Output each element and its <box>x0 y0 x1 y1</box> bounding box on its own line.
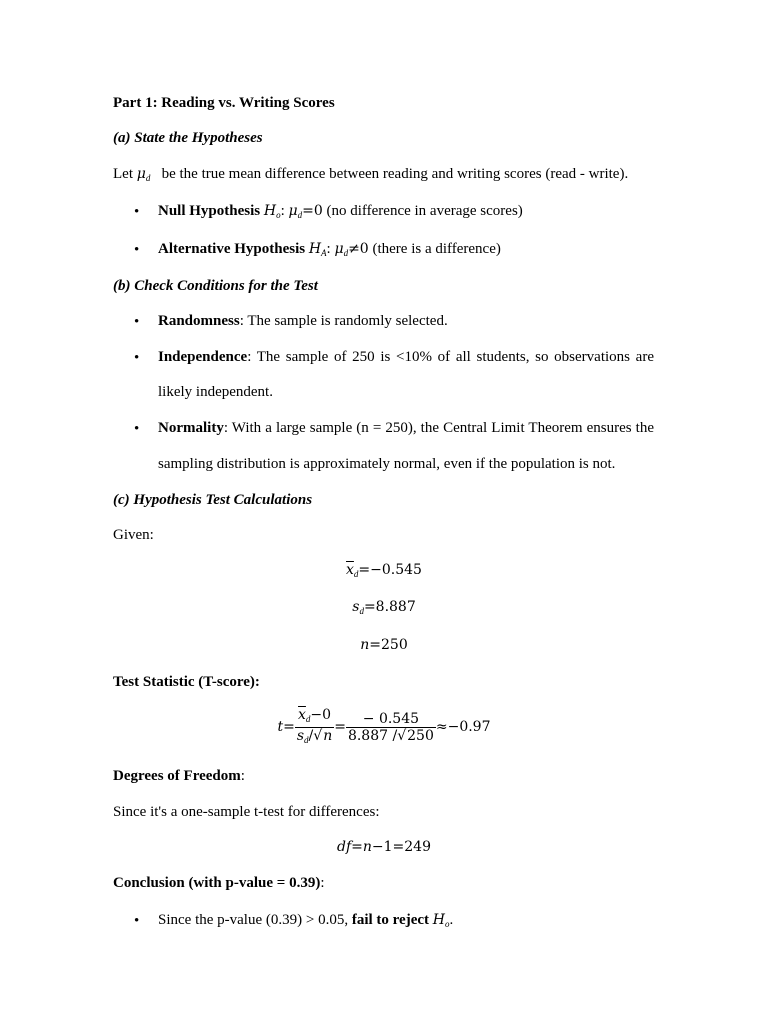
num1-sub: d <box>305 714 311 725</box>
den2-b: 250 <box>407 728 434 745</box>
intro-line <box>113 165 628 187</box>
null-label: Null Hypothesis <box>158 203 261 219</box>
n-val: =250 <box>369 637 408 653</box>
den1-sub: d <box>304 735 309 746</box>
dof-lhs: df <box>336 839 352 855</box>
dof-text: Since it's a one-sample t-test for differences: <box>113 804 380 820</box>
conclusion-label: Conclusion (with p-value = 0.39) <box>113 875 321 891</box>
section-a-heading: (a) State the Hypotheses <box>113 130 263 146</box>
den1-slash: / <box>308 728 314 745</box>
dof-rest: −1=249 <box>371 839 431 855</box>
normality-label: Normality <box>158 420 224 436</box>
alt-note: (there is a difference) <box>372 241 501 257</box>
given-label: Given: <box>113 527 154 543</box>
fraction-2-denominator <box>346 728 436 744</box>
fraction-1-denominator <box>295 728 334 748</box>
formula-eq2: = <box>334 719 346 735</box>
num1-sym: $\overline{x}$ <box>298 707 306 724</box>
given-sd <box>0 598 768 620</box>
independence-line1 <box>158 348 654 366</box>
conclusion-prefix: Since the p-value (0.39) > 0.05, <box>158 912 349 928</box>
null-colon: : <box>280 203 285 219</box>
intro-prefix: Let <box>113 166 133 182</box>
alt-rel: ≠0 <box>348 241 369 257</box>
dof-eq: = <box>351 839 363 855</box>
den1-n: n <box>323 728 333 745</box>
formula-approx: ≈−0.97 <box>435 719 491 735</box>
fraction-2-numerator: − 0.545 <box>346 711 436 728</box>
xbar-sym: $\overline{x}$ <box>346 562 354 578</box>
xbar-val: =−0.545 <box>358 562 422 578</box>
null-sym-sub: o <box>276 210 281 220</box>
test-stat-label: Test Statistic (T-score): <box>113 674 260 690</box>
conclusion-sub: o <box>444 919 450 929</box>
normality-text1: : With a large sample (n = 250), the Central Limit Theorem ensures the <box>223 420 654 436</box>
normality-line1 <box>158 419 654 437</box>
alt-sym: H <box>308 241 322 257</box>
fraction-1 <box>295 707 334 748</box>
xbar-sub: d <box>353 569 359 579</box>
null-hypothesis <box>158 202 654 224</box>
null-mu-sub: d <box>297 210 303 220</box>
dof-formula <box>0 838 768 856</box>
sd-sym: s <box>352 599 360 615</box>
null-rel: =0 <box>302 203 323 219</box>
conclusion-end: . <box>449 912 454 928</box>
independence-line2: likely independent. <box>158 384 273 400</box>
alt-mu: μ <box>334 241 344 257</box>
den1-sym: s <box>296 728 305 745</box>
conclusion-sym: H <box>432 912 445 928</box>
fraction-1-numerator <box>295 707 334 728</box>
formula-eq1: = <box>283 719 295 735</box>
bullet-independence: • <box>134 350 140 366</box>
intro-text: be the true mean difference between reading and writing scores (read - write). <box>161 166 629 182</box>
fraction-2 <box>346 711 436 744</box>
null-sym: H <box>263 203 277 219</box>
conclusion-item <box>158 911 654 933</box>
conclusion-heading <box>113 874 325 892</box>
independence-label: Independence <box>158 349 248 365</box>
randomness-label: Randomness <box>158 313 240 329</box>
num1-rest: −0 <box>310 707 332 724</box>
randomness-item <box>158 312 654 330</box>
part-title: Part 1: Reading vs. Writing Scores <box>113 95 335 111</box>
null-note: (no difference in average scores) <box>326 203 523 219</box>
den1-root: √ <box>313 728 323 745</box>
dof-n: n <box>362 839 372 855</box>
given-n <box>0 636 768 654</box>
bullet-normality: • <box>134 421 140 437</box>
alt-sym-sub: A <box>321 248 327 258</box>
bullet-conclusion: • <box>134 913 140 929</box>
intro-mu-sub: d <box>145 173 151 183</box>
bullet-randomness: • <box>134 314 140 330</box>
dof-colon: : <box>240 768 245 784</box>
section-b-heading: (b) Check Conditions for the Test <box>113 278 318 294</box>
alt-hypothesis <box>158 240 654 262</box>
section-c-heading: (c) Hypothesis Test Calculations <box>113 492 313 508</box>
sd-val: =8.887 <box>363 599 416 615</box>
intro-mu: μ <box>136 166 146 182</box>
conclusion-bold: fail to reject <box>351 912 430 928</box>
den2-a: 8.887 / <box>347 728 398 745</box>
alt-mu-sub: d <box>343 248 349 258</box>
t-formula <box>0 706 768 748</box>
bullet-null: • <box>134 204 140 220</box>
alt-colon: : <box>326 241 331 257</box>
den2-root: √ <box>397 728 407 745</box>
null-mu: μ <box>288 203 298 219</box>
conclusion-colon: : <box>320 875 325 891</box>
dof-heading <box>113 767 245 785</box>
alt-label: Alternative Hypothesis <box>158 241 306 257</box>
dof-label: Degrees of Freedom <box>113 768 241 784</box>
sd-sub: d <box>359 606 364 616</box>
given-xbar <box>0 561 768 583</box>
randomness-text: : The sample is randomly selected. <box>239 313 448 329</box>
n-sym: n <box>360 637 370 653</box>
independence-text1: : The sample of 250 is <10% of all students, so observations are <box>247 349 654 365</box>
normality-line2: sampling distribution is approximately normal, even if the population is not. <box>158 456 616 472</box>
bullet-alt: • <box>134 242 140 258</box>
formula-t: t <box>277 719 284 735</box>
